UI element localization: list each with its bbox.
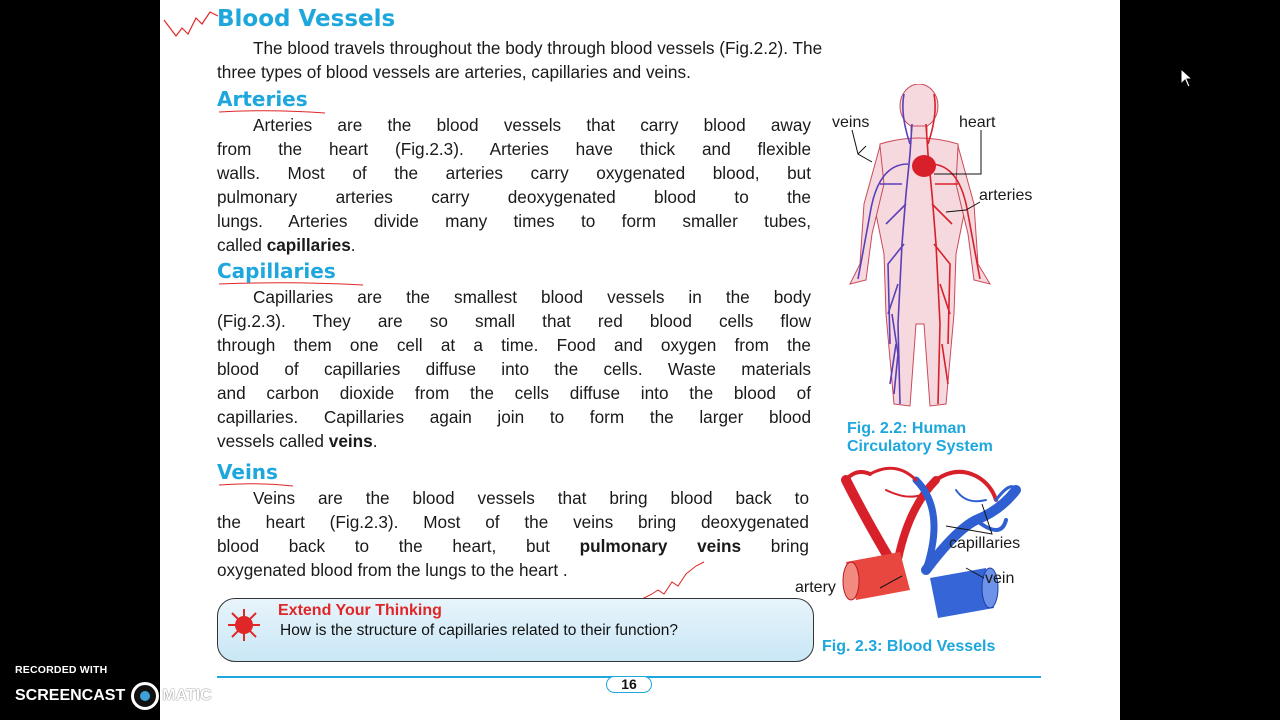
capillaries-line-last	[217, 429, 811, 453]
veins-line: Veins are the blood vessels that bring blood back to	[253, 488, 809, 508]
mouse-cursor-icon	[1180, 68, 1194, 88]
watermark-right-text: MATIC	[162, 687, 212, 704]
sun-burst-icon	[226, 607, 262, 643]
figure-2-2-caption	[847, 420, 993, 456]
arteries-line: walls. Most of the arteries carry oxygenated blood, but	[217, 163, 811, 183]
veins-line: the heart (Fig.2.3). Most of the veins bring deoxygenated	[217, 512, 809, 532]
arteries-label: arteries	[979, 187, 1033, 204]
page-number: 16	[606, 676, 652, 693]
caption-line: Fig. 2.2: Human	[847, 420, 967, 437]
text-fragment: vessels called	[217, 431, 329, 451]
bold-term: capillaries	[266, 235, 351, 255]
capillaries-paragraph	[217, 285, 811, 453]
text-fragment: blood back to the heart, but	[217, 536, 580, 556]
intro-line: three types of blood vessels are arteries, capillaries and veins.	[217, 62, 691, 82]
section-title-capillaries: Capillaries	[217, 259, 336, 283]
section-title-arteries: Arteries	[217, 87, 308, 111]
page-title: Blood Vessels	[217, 6, 396, 32]
text-fragment: .	[350, 235, 356, 255]
watermark-left-text: SCREENCAST	[15, 687, 126, 704]
capillaries-line: Capillaries are the smallest blood vessels in the body	[253, 287, 811, 307]
screencast-watermark	[15, 664, 212, 710]
artery-label: artery	[795, 579, 836, 596]
arteries-line-last	[217, 233, 811, 257]
veins-label: veins	[832, 114, 870, 131]
heart-shape	[912, 155, 936, 177]
veins-line: oxygenated blood from the lungs to the heart .	[217, 560, 568, 580]
arteries-paragraph	[217, 113, 811, 257]
arteries-line: pulmonary arteries carry deoxygenated blood to the	[217, 187, 811, 207]
capillaries-line: and carbon dioxide from the cells diffuse into the blood of	[217, 383, 811, 403]
section-title-veins: Veins	[217, 460, 278, 484]
capillaries-line: (Fig.2.3). They are so small that red blood cells flow	[217, 311, 811, 331]
textbook-page	[160, 0, 1120, 720]
capillaries-line: blood of capillaries diffuse into the cells. Waste materials	[217, 359, 811, 379]
arteries-line: from the heart (Fig.2.3). Arteries have thick and flexible	[217, 139, 811, 159]
extend-thinking-box	[217, 598, 814, 662]
capillaries-line: capillaries. Capillaries again join to form the larger blood	[217, 407, 811, 427]
intro-line: The blood travels throughout the body through blood vessels (Fig.2.2). The	[253, 38, 823, 58]
veins-line	[217, 534, 809, 558]
watermark-brand	[15, 682, 212, 710]
arteries-line: Arteries are the blood vessels that carry blood away	[253, 115, 811, 135]
text-fragment: called	[217, 235, 267, 255]
text-fragment: bring	[741, 536, 809, 556]
caption-line: Circulatory System	[847, 438, 993, 455]
text-fragment: .	[372, 431, 378, 451]
heart-label: heart	[959, 114, 996, 131]
capillaries-label: capillaries	[949, 535, 1021, 552]
figure-2-3-caption: Fig. 2.3: Blood Vessels	[822, 638, 996, 655]
bold-term: pulmonary veins	[579, 536, 742, 556]
arteries-line: lungs. Arteries divide many times to form smaller tubes,	[217, 211, 811, 231]
vein-label: vein	[985, 570, 1015, 587]
bold-term: veins	[328, 431, 373, 451]
watermark-top-text: RECORDED WITH	[15, 664, 108, 676]
capillaries-line: through them one cell at a time. Food and oxygen from the	[217, 335, 811, 355]
pen-scribble-mark	[162, 8, 222, 44]
record-icon	[131, 682, 159, 710]
extend-thinking-question: How is the structure of capillaries related to their function?	[280, 622, 679, 639]
intro-paragraph	[217, 36, 1043, 84]
extend-thinking-title: Extend Your Thinking	[278, 602, 442, 619]
human-circulatory-figure	[840, 84, 1000, 420]
veins-paragraph	[217, 486, 809, 582]
